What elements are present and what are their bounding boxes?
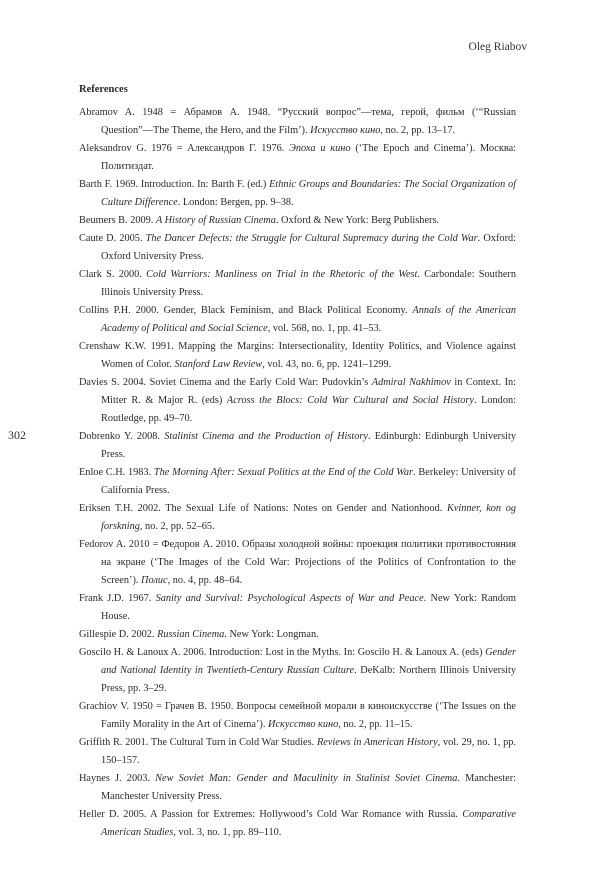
- reference-title: Эпоха и кино: [289, 143, 351, 154]
- reference-title: Stanford Law Review: [174, 359, 263, 370]
- reference-text: , vol. 43, no. 6, pp. 1241–1299.: [262, 359, 392, 370]
- reference-text: Collins P.H. 2000. Gender, Black Feminism, and Black Political Economy.: [79, 305, 413, 316]
- reference-text: , vol. 29, no. 1, pp. 150–157.: [101, 737, 516, 766]
- reference-title: Полис: [141, 575, 168, 586]
- reference-entry: [79, 338, 516, 374]
- reference-text: . Manchester: Manchester University Press.: [101, 773, 516, 802]
- reference-text: , no. 2, pp. 52–65.: [139, 521, 215, 532]
- reference-text: Aleksandrov G. 1976 = Александров Г. 1976.: [79, 143, 290, 154]
- reference-entry: [79, 500, 516, 536]
- reference-text: . Oxford: Oxford University Press.: [101, 233, 517, 262]
- reference-title: Annals of the American Academy of Political and Social Science: [101, 305, 517, 334]
- reference-title: A History of Russian Cinema: [155, 215, 276, 226]
- reference-text: Gillespie D. 2002.: [79, 629, 158, 640]
- reference-text: Haynes J. 2003.: [79, 773, 156, 784]
- reference-title: Stalinist Cinema and the Production of History: [164, 431, 368, 442]
- reference-entry: [79, 626, 516, 644]
- reference-text: , no. 4, pp. 48–64.: [167, 575, 243, 586]
- reference-text: . DeKalb: Northern Illinois University Press, pp. 3–29.: [101, 665, 516, 694]
- reference-text: Heller D. 2005. A Passion for Extremes: Hollywood’s Cold War Romance with Russia.: [79, 809, 463, 820]
- reference-text: . Berkeley: University of California Press.: [101, 467, 516, 496]
- reference-text: . Edinburgh: Edinburgh University Press.: [101, 431, 516, 460]
- reference-text: . London: Routledge, pp. 49–70.: [101, 395, 516, 424]
- reference-text: . London: Bergen, pp. 9–38.: [177, 197, 294, 208]
- reference-title: Comparative American Studies: [101, 809, 516, 838]
- reference-title: The Dancer Defects: the Struggle for Cultural Supremacy during the Cold War: [145, 233, 478, 244]
- page-number: 302: [8, 428, 26, 442]
- reference-title: The Morning After: Sexual Politics at the End of the Cold War: [153, 467, 414, 478]
- reference-text: Griffith R. 2001. The Cultural Turn in Cold War Studies.: [79, 737, 317, 748]
- reference-text: Goscilo H. & Lanoux A. 2006. Introduction: Lost in the Myths. In: Goscilo H. & Lanoux A. (eds): [79, 647, 486, 658]
- reference-text: Beumers B. 2009.: [79, 215, 156, 226]
- reference-entry: [79, 230, 516, 266]
- reference-list: [79, 104, 516, 842]
- reference-text: . Carbondale: Southern Illinois University Press.: [101, 269, 516, 298]
- reference-title: New Soviet Man: Gender and Maculinity in Stalinist Soviet Cinema: [155, 773, 458, 784]
- reference-text: Grachiov V. 1950 = Грачев В. 1950. Вопросы семейной морали в киноискусстве (‘The Issues on the Family Morality in the Art of Cinema’).: [79, 701, 516, 730]
- reference-entry: [79, 212, 516, 230]
- reference-text: Dobrenko Y. 2008.: [79, 431, 165, 442]
- reference-entry: [79, 374, 516, 428]
- reference-text: Eriksen T.H. 2002. The Sexual Life of Nations: Notes on Gender and Nationhood.: [79, 503, 447, 514]
- running-head: Oleg Riabov: [468, 41, 527, 53]
- reference-title: Ethnic Groups and Boundaries: The Social Organization of Culture Difference: [101, 179, 517, 208]
- reference-entry: [79, 536, 516, 590]
- reference-text: , vol. 568, no. 1, pp. 41–53.: [267, 323, 382, 334]
- reference-text: , no. 2, pp. 11–15.: [338, 719, 413, 730]
- reference-title: Across the Blocs: Cold War Cultural and Social History: [226, 395, 474, 406]
- reference-text: . New York: Random House.: [101, 593, 516, 622]
- reference-text: (‘The Epoch and Cinema’). Москва: Политиздат.: [101, 143, 517, 172]
- reference-text: . Oxford & New York: Berg Publishers.: [275, 215, 440, 226]
- reference-entry: [79, 302, 516, 338]
- reference-entry: [79, 140, 516, 176]
- reference-text: . New York: Longman.: [224, 629, 319, 640]
- reference-text: Abramov A. 1948 = Абрамов А. 1948. “Русский вопрос”—тема, герой, фильм (‘“Russian Question”—The Theme, the Hero, and the Film’).: [79, 107, 516, 136]
- reference-entry: [79, 770, 516, 806]
- reference-title: Gender and National Identity in Twentieth-Century Russian Culture: [101, 647, 516, 676]
- reference-title: Sanity and Survival: Psychological Aspects of War and Peace: [155, 593, 424, 604]
- reference-entry: [79, 104, 516, 140]
- reference-title: Искусство кино: [310, 125, 381, 136]
- reference-title: Russian Cinema: [157, 629, 225, 640]
- reference-entry: [79, 698, 516, 734]
- reference-text: Davies S. 2004. Soviet Cinema and the Early Cold War: Pudovkin’s: [79, 377, 372, 388]
- reference-text: Barth F. 1969. Introduction. In: Barth F. (ed.): [79, 179, 270, 190]
- reference-title: Kvinner, kon og forskning: [101, 503, 516, 532]
- reference-text: Enloe C.H. 1983.: [79, 467, 154, 478]
- reference-text: Frank J.D. 1967.: [79, 593, 156, 604]
- reference-entry: [79, 806, 516, 842]
- reference-text: , no. 2, pp. 13–17.: [380, 125, 456, 136]
- reference-text: , vol. 3, no. 1, pp. 89–110.: [173, 827, 282, 838]
- reference-entry: [79, 428, 516, 464]
- reference-title: Admiral Nakhimov: [371, 377, 451, 388]
- reference-title: Искусство кино: [268, 719, 339, 730]
- reference-text: Crenshaw K.W. 1991. Mapping the Margins: Intersectionality, Identity Politics, and Violence against Women of Color.: [79, 341, 516, 370]
- reference-title: Cold Warriors: Manliness on Trial in the Rhetoric of the West: [146, 269, 418, 280]
- reference-entry: [79, 464, 516, 500]
- reference-text: in Context. In: Mitter R. & Major R. (eds): [101, 377, 517, 406]
- reference-entry: [79, 590, 516, 626]
- reference-text: Fedorov A. 2010 = Федоров А. 2010. Образы холодной войны: проекция политики противостояния на экране (‘The Images of the Cold War: Projections of the Politics of Confrontation to the Screen’).: [79, 539, 516, 586]
- reference-entry: [79, 176, 516, 212]
- reference-entry: [79, 266, 516, 302]
- reference-entry: [79, 644, 516, 698]
- reference-text: Clark S. 2000.: [79, 269, 147, 280]
- references-section: [79, 82, 516, 842]
- reference-entry: [79, 734, 516, 770]
- reference-title: Reviews in American History: [316, 737, 438, 748]
- references-heading: References: [79, 84, 128, 95]
- reference-text: Caute D. 2005.: [79, 233, 146, 244]
